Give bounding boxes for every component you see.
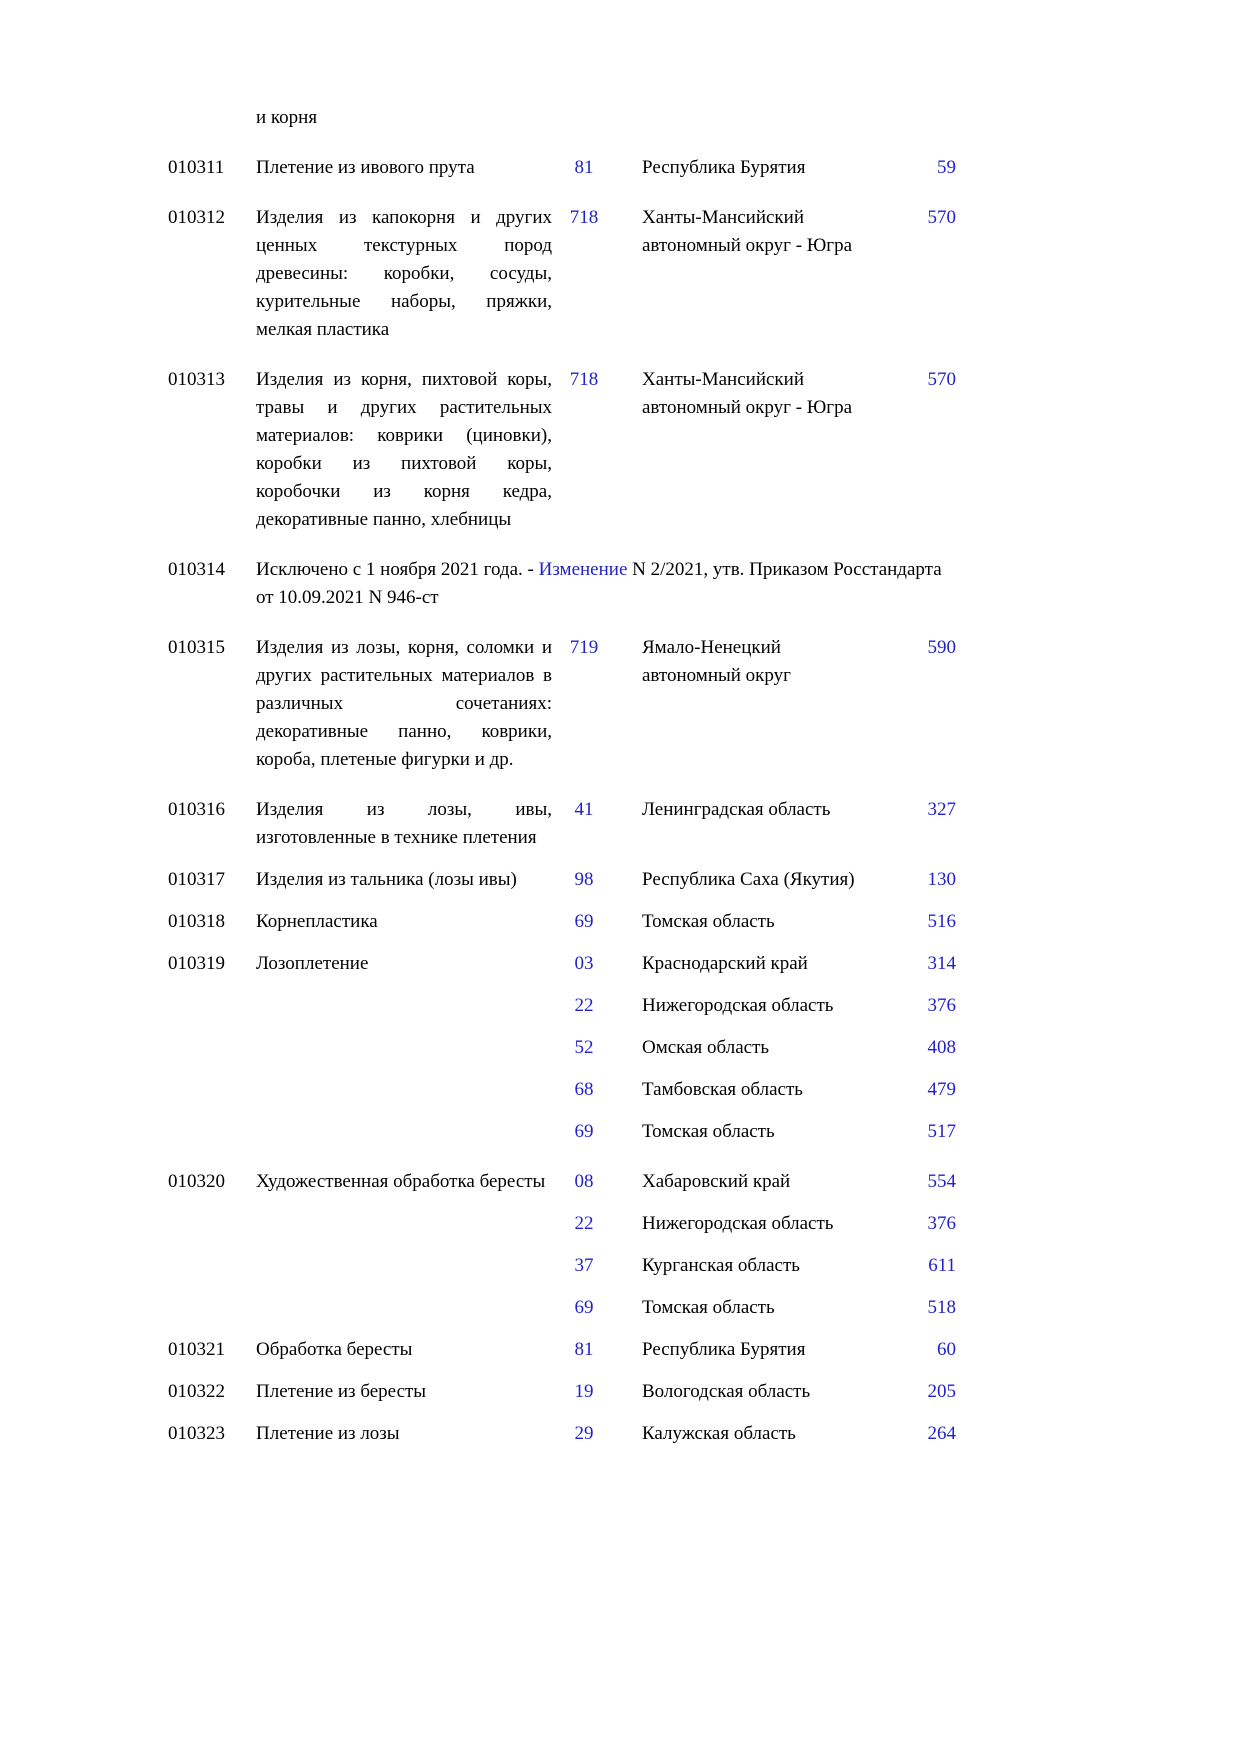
row-code-empty [168,1294,256,1322]
region-name: Республика Бурятия [642,157,806,178]
row-code: 010314 [168,559,225,580]
reference-number: 518 [927,1297,956,1318]
exclusion-note-text [256,556,998,612]
region-name: Нижегородская область [642,1213,834,1234]
region-name: Нижегородская область [642,995,834,1016]
table-row [168,366,998,534]
row-code-empty [168,1076,256,1104]
reference-number: 516 [927,911,956,932]
region-code: 37 [574,1255,594,1276]
table-row [168,204,998,344]
reference-number: 376 [927,995,956,1016]
region-code: 22 [574,995,594,1016]
region-code: 69 [574,1297,594,1318]
row-code: 010318 [168,911,225,932]
region-code: 08 [574,1171,594,1192]
region-code: 68 [574,1079,594,1100]
row-code: 010313 [168,369,225,390]
region-name: Томская область [642,1297,775,1318]
reference-number: 408 [927,1037,956,1058]
table-subrow [168,992,998,1020]
table-subrow [168,1076,998,1104]
table-row [168,866,998,894]
row-description: Плетение из ивового прута [256,157,475,178]
region-name: Ханты-Мансийский автономный округ - Югра [642,369,853,418]
region-name: Тамбовская область [642,1079,803,1100]
table-subrow [168,1210,998,1238]
reference-number: 517 [927,1121,956,1142]
table-row [168,154,998,182]
reference-number: 570 [927,369,956,390]
row-description-empty [256,1294,556,1322]
row-code: 010311 [168,157,225,178]
row-description: Корнепластика [256,911,378,932]
row-description: Изделия из лозы, ивы, изготовленные в технике плетения [256,799,552,848]
row-description-empty [256,1252,556,1280]
row-code: 010316 [168,799,225,820]
row-code-empty [168,992,256,1020]
exclusion-note-row [168,556,998,612]
classifier-table [168,104,998,1448]
row-description: Художественная обработка бересты [256,1171,546,1192]
row-description-empty [256,1076,556,1104]
region-code: 69 [574,911,594,932]
region-name: Калужская область [642,1423,796,1444]
row-code: 010315 [168,637,225,658]
region-code: 19 [574,1381,594,1402]
orphan-text: и корня [256,107,318,128]
region-code: 718 [569,207,599,228]
reference-number: 611 [928,1255,956,1276]
reference-number: 570 [927,207,956,228]
region-name: Омская область [642,1037,770,1058]
region-code: 718 [569,369,599,390]
row-description: Изделия из капокорня и других ценных текстурных пород древесины: коробки, сосуды, курительные наборы, пряжки, мелкая пластика [256,207,552,340]
region-name: Республика Саха (Якутия) [642,869,855,890]
row-description-empty [256,992,556,1020]
row-code: 010319 [168,953,225,974]
row-description: Плетение из лозы [256,1423,400,1444]
region-name: Курганская область [642,1255,800,1276]
region-code: 29 [574,1423,594,1444]
row-description-empty [256,1034,556,1062]
row-description: Изделия из лозы, корня, соломки и других растительных материалов в различных сочетаниях: декоративные панно, коврики, короба, плетеные фигурки и др. [256,637,552,770]
region-name: Вологодская область [642,1381,811,1402]
row-code: 010321 [168,1339,225,1360]
region-code: 41 [574,799,594,820]
row-description: Лозоплетение [256,953,369,974]
table-body [168,154,998,1448]
note-part-one: Исключено с 1 ноября 2021 года. - [256,559,539,580]
region-code: 03 [574,953,594,974]
region-code: 22 [574,1213,594,1234]
row-code: 010317 [168,869,225,890]
region-name: Краснодарский край [642,953,808,974]
reference-number: 60 [937,1339,956,1360]
row-description-empty [256,1210,556,1238]
row-code-empty [168,1210,256,1238]
row-description: Изделия из корня, пихтовой коры, травы и других растительных материалов: коврики (циновки), коробки из пихтовой коры, коробочки из корня кедра, декоративные панно, хлебницы [256,369,552,530]
reference-number: 554 [927,1171,956,1192]
table-subrow [168,1118,998,1146]
table-row [168,1168,998,1196]
table-subrow [168,1252,998,1280]
row-description: Изделия из тальника (лозы ивы) [256,869,517,890]
orphan-code-spacer [168,104,256,132]
table-row [168,1420,998,1448]
table-row [168,796,998,852]
reference-number: 205 [927,1381,956,1402]
region-code: 81 [574,157,594,178]
table-row [168,1378,998,1406]
note-part-two: N 2/2021, утв. Приказом Росстандарта [627,559,942,580]
region-name: Ханты-Мансийский автономный округ - Югра [642,207,853,256]
reference-number: 590 [927,637,956,658]
row-description: Обработка бересты [256,1339,413,1360]
note-line-two: от 10.09.2021 N 946-ст [256,587,439,608]
reference-number: 264 [927,1423,956,1444]
region-name: Томская область [642,1121,775,1142]
reference-number: 479 [927,1079,956,1100]
reference-number: 327 [927,799,956,820]
region-code: 719 [569,637,599,658]
table-subrow [168,1294,998,1322]
table-row [168,950,998,978]
reference-number: 130 [927,869,956,890]
region-name: Томская область [642,911,775,932]
row-code: 010320 [168,1171,225,1192]
table-subrow [168,1034,998,1062]
row-code: 010322 [168,1381,225,1402]
row-code-empty [168,1034,256,1062]
row-description-empty [256,1118,556,1146]
region-code: 52 [574,1037,594,1058]
region-name: Ленинградская область [642,799,831,820]
amendment-link[interactable]: Изменение [538,559,628,580]
row-code: 010323 [168,1423,225,1444]
table-row [168,908,998,936]
reference-number: 376 [927,1213,956,1234]
table-row [168,1336,998,1364]
region-name: Ямало-Ненецкий автономный округ [642,637,791,686]
table-row [168,634,998,774]
region-code: 81 [574,1339,594,1360]
row-code: 010312 [168,207,225,228]
region-name: Республика Бурятия [642,1339,806,1360]
reference-number: 314 [927,953,956,974]
row-code-empty [168,1118,256,1146]
region-code: 98 [574,869,594,890]
row-description: Плетение из бересты [256,1381,427,1402]
reference-number: 59 [937,157,956,178]
orphan-line [168,104,998,132]
region-code: 69 [574,1121,594,1142]
region-name: Хабаровский край [642,1171,791,1192]
row-code-empty [168,1252,256,1280]
